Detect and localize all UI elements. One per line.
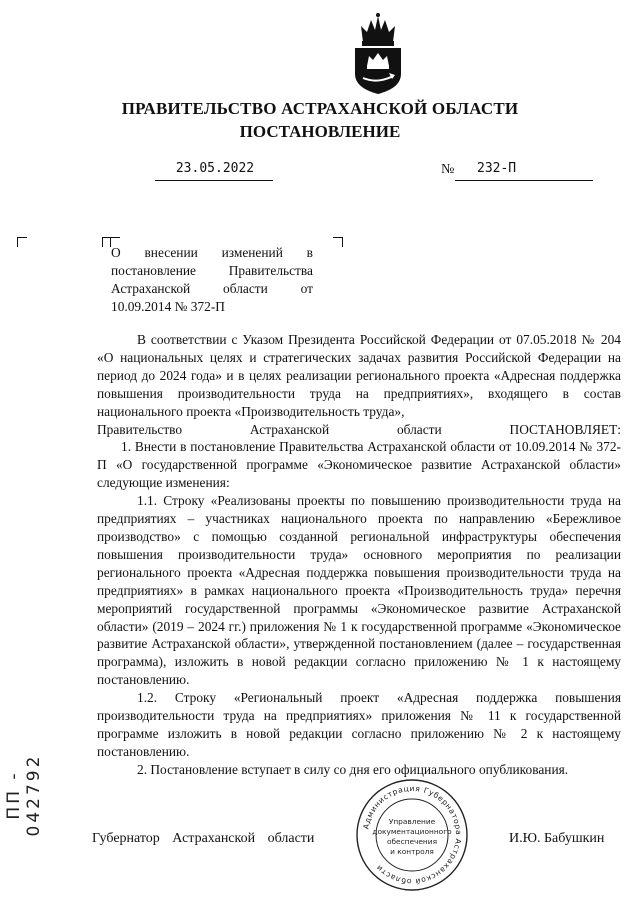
corner-mark-left [17, 237, 27, 247]
document-number: 232-П [477, 161, 517, 176]
document-type: ПОСТАНОВЛЕНИЕ [239, 122, 401, 141]
signatory-position: Губернатор Астраханской области [92, 831, 315, 846]
document-subject: О внесении изменений в постановление Правительства Астраханской области от 10.09.2014 № 372-П [111, 245, 313, 314]
document-body [97, 331, 621, 779]
item-1-2-paragraph: 1.2. Строку «Региональный проект «Адресная поддержка повышения производительности труда на предприятиях» приложения № 11 к государственной программе изложить в новой редакции согласно приложению № 2 к настоящему постановлению. [97, 690, 621, 759]
stamp-line-1: Управление [388, 817, 436, 826]
signatory-name: И.Ю. Бабушкин [509, 831, 605, 846]
item-1-1-paragraph: 1.1. Строку «Реализованы проекты по повышению производительности труда на предприятиях – участниках национального проекта по направлению «Бережливое производство» с помощью созданной региональной инфраструктуры обеспечения повышения производительности труда» основного мероприятия по реализации регионального проекта «Адресная поддержка повышения производительности труда на предприятиях» в рамках национального проекта «Производительность труда» перечня мероприятий государственной программы «Экономическое развитие Астраханской области» (2019 – 2024 гг.) приложения № 1 к государственной программе «Экономическое развитие Астраханской области», утвержденной постановлением (далее – государственная программа), изложить в новой редакции согласно приложению № 1 к настоящему постановлению. [97, 493, 621, 688]
corner-mark-subject-right [333, 237, 343, 247]
stamp-ring-text: Администрация Губернатора Астраханской области [361, 783, 464, 887]
date-underline [155, 180, 273, 181]
coat-of-arms-emblem [349, 12, 407, 96]
document-date: 23.05.2022 [175, 161, 255, 176]
stamp-line-3: обеспечения [386, 837, 438, 846]
number-sign: № [441, 162, 455, 177]
official-stamp [355, 778, 469, 892]
stamp-line-4: и контроля [390, 847, 434, 856]
item-1-paragraph: 1. Внести в постановление Правительства Астраханской области от 10.09.2014 № 372-П «О государственной программе «Экономическое развитие Астраханской области» следующие изменения: [97, 439, 621, 491]
side-serial-text: ПП - 042792 [4, 753, 44, 837]
item-2-paragraph: 2. Постановление вступает в силу со дня его официального опубликования. [137, 761, 569, 777]
stamp-line-2: документационного [372, 827, 452, 836]
decree-line: Правительство Астраханской области ПОСТАНОВЛЯЕТ: [97, 421, 621, 437]
organization-title: ПРАВИТЕЛЬСТВО АСТРАХАНСКОЙ ОБЛАСТИ [121, 99, 519, 118]
preamble-paragraph: В соответствии с Указом Президента Российской Федерации от 07.05.2018 № 204 «О национальных целях и стратегических задачах развития Российской Федерации на период до 2024 года» и в целях реализации регионального проекта «Адресная поддержка повышения производительности труда на предприятиях», входящего в состав национального проекта «Производительность труда», [97, 332, 621, 419]
side-serial-number [4, 716, 44, 854]
number-underline [455, 180, 593, 181]
